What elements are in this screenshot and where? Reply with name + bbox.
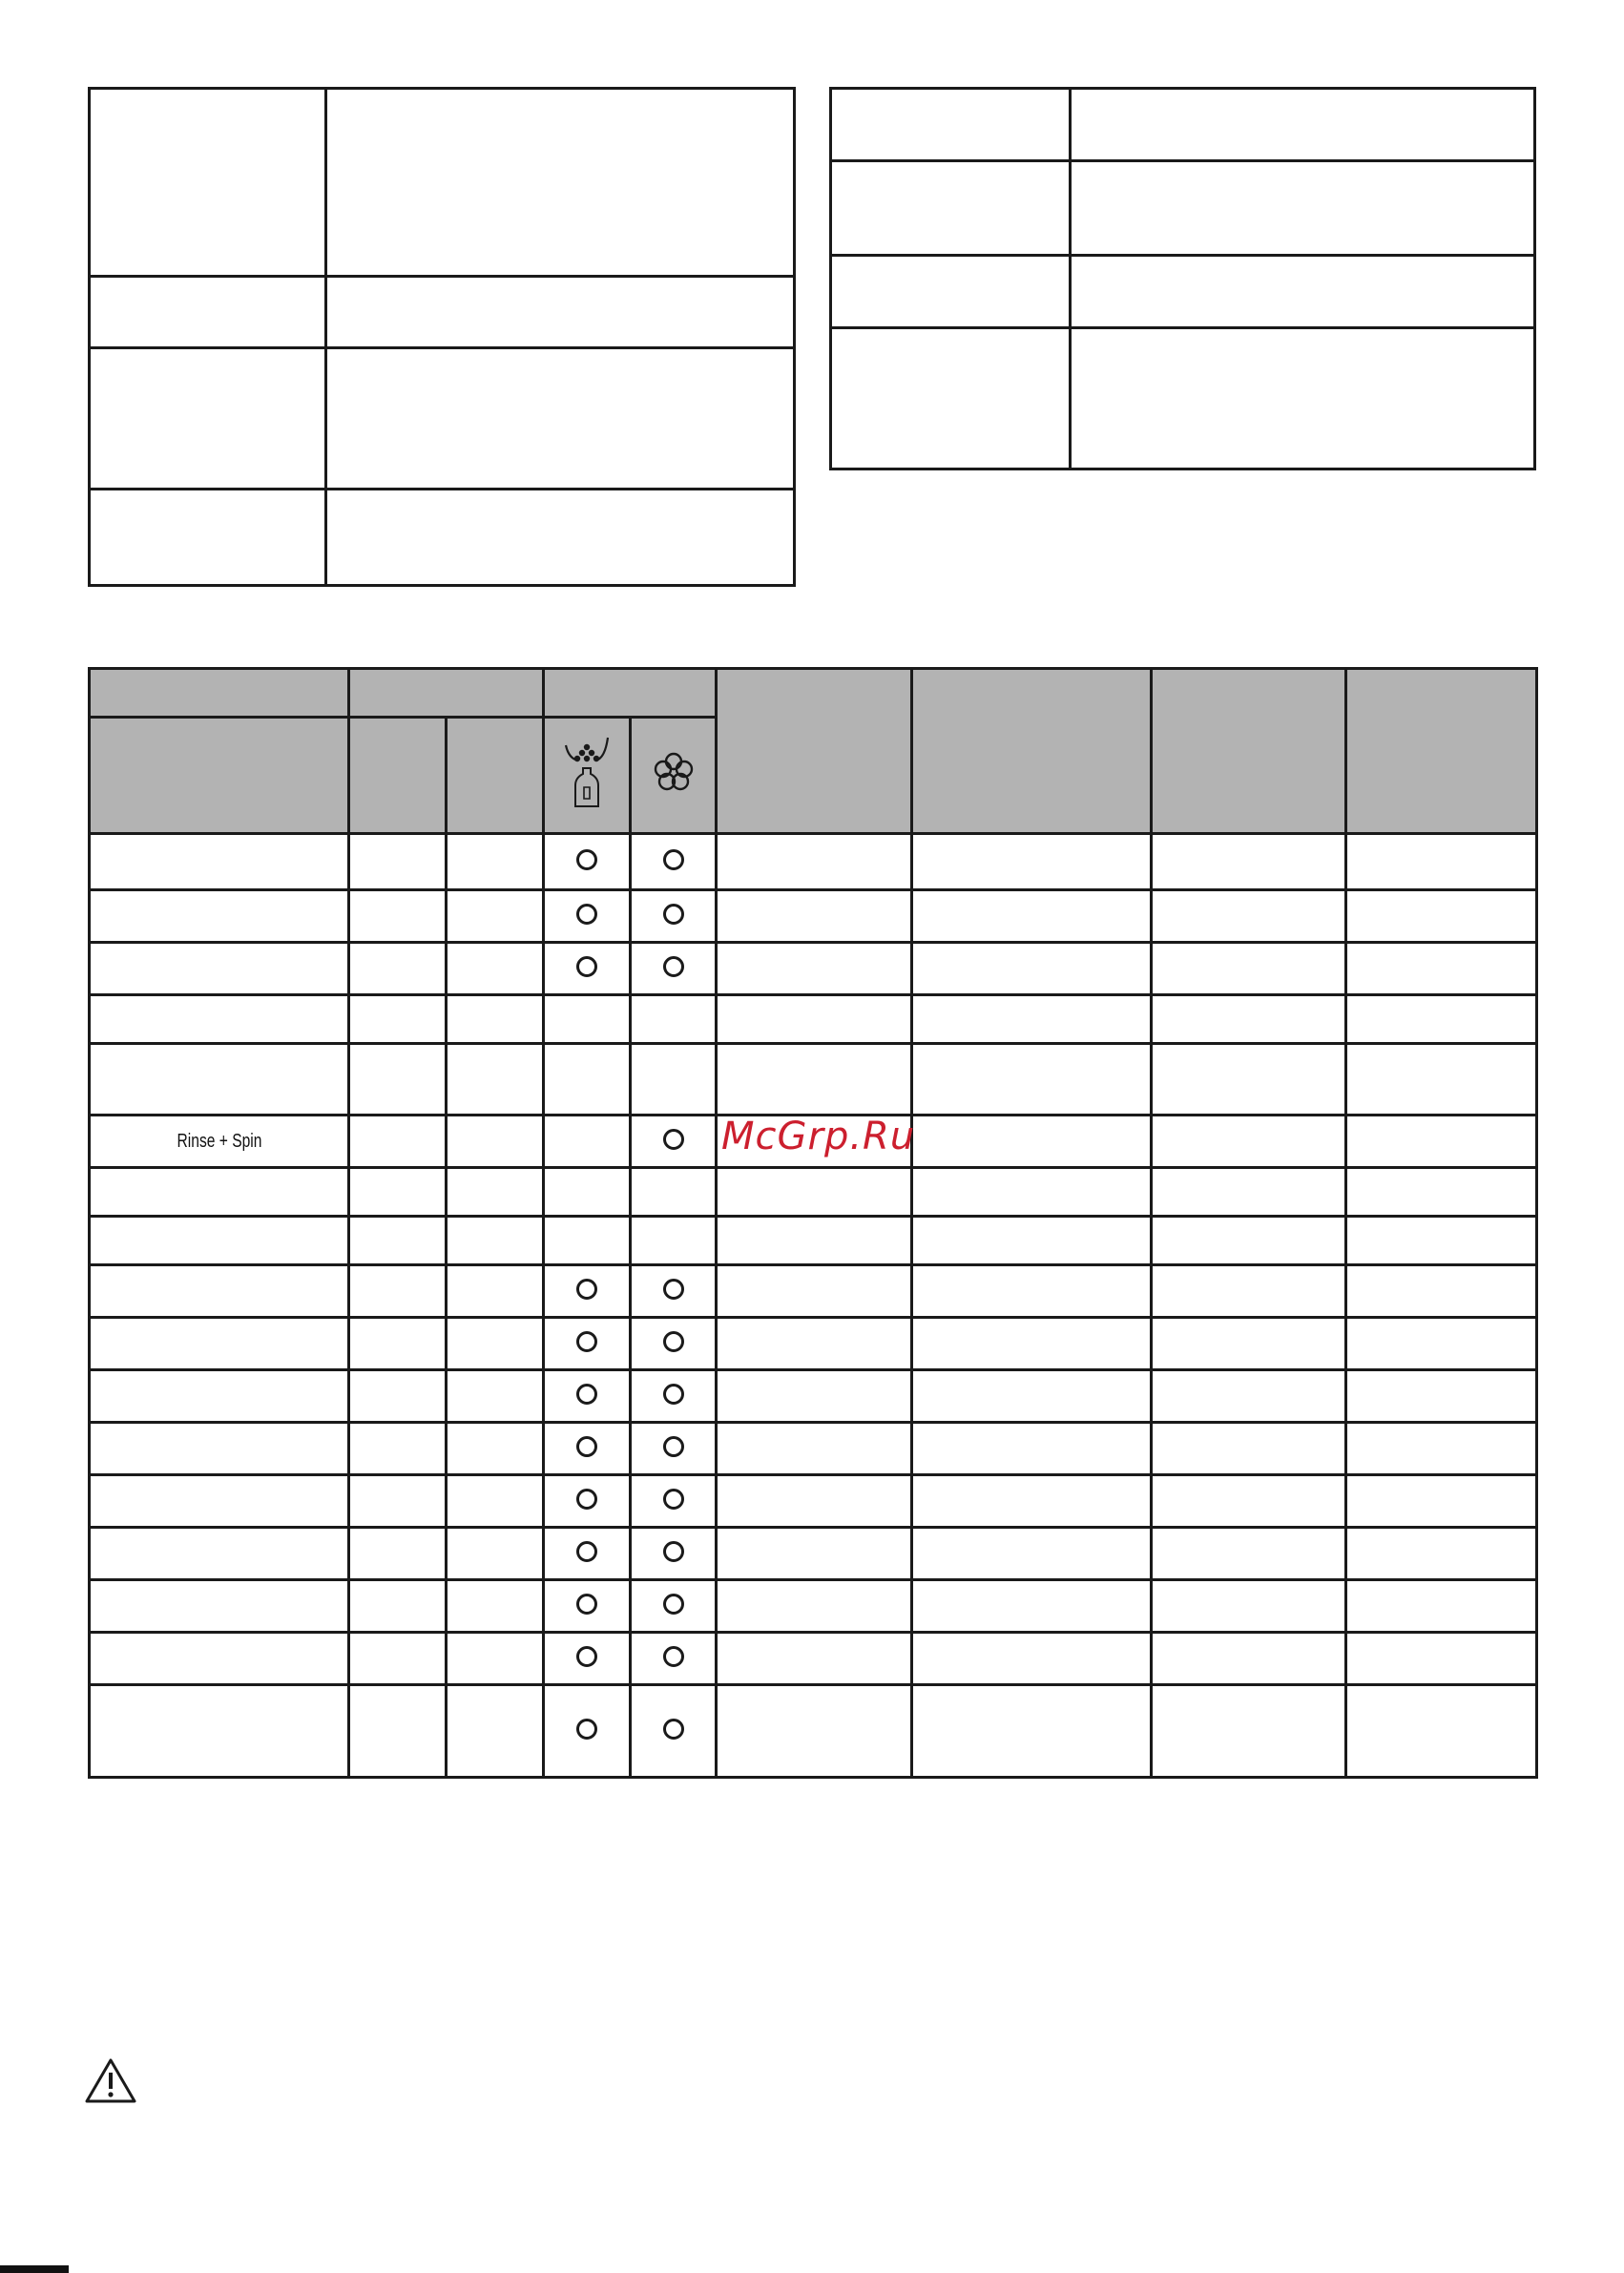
cell (349, 995, 447, 1044)
detergent-cell (544, 890, 631, 943)
table-row (90, 1423, 1537, 1475)
detergent-cell (544, 1318, 631, 1370)
detergent-indicator-icon (576, 1594, 597, 1615)
cell (1346, 1318, 1537, 1370)
cell (912, 1217, 1152, 1265)
cell (349, 1168, 447, 1217)
cell (1071, 256, 1535, 328)
cell (90, 490, 326, 586)
cell (326, 490, 795, 586)
detergent-cell (544, 834, 631, 890)
cell (326, 348, 795, 490)
detergent-indicator-icon (576, 1719, 597, 1740)
detergent-cell (544, 995, 631, 1044)
cell (717, 1633, 912, 1685)
cell (447, 1217, 544, 1265)
cell (1152, 890, 1346, 943)
program-name-cell (90, 1265, 349, 1318)
table-row (90, 995, 1537, 1044)
cell (717, 1217, 912, 1265)
cell (1152, 1580, 1346, 1633)
cell (831, 161, 1071, 256)
cell (1152, 1528, 1346, 1580)
cell (717, 1475, 912, 1528)
cell (1071, 328, 1535, 469)
cell (1346, 1265, 1537, 1318)
cell (912, 1580, 1152, 1633)
cell (1346, 1580, 1537, 1633)
detergent-indicator-icon (576, 1331, 597, 1352)
detergent-header (544, 718, 631, 834)
cell (717, 834, 912, 890)
cell (831, 328, 1071, 469)
table-row (90, 943, 1537, 995)
detergent-indicator-icon (576, 1541, 597, 1562)
cell (349, 1633, 447, 1685)
cell (90, 89, 326, 277)
softener-cell (631, 1685, 717, 1778)
cell (1152, 1116, 1346, 1168)
softener-indicator-icon (663, 849, 684, 870)
softener-indicator-icon (663, 1129, 684, 1150)
cell (1346, 1168, 1537, 1217)
cell (717, 1044, 912, 1116)
cell (912, 1265, 1152, 1318)
cell (717, 1685, 912, 1778)
cell (912, 1318, 1152, 1370)
detergent-cell (544, 1528, 631, 1580)
cell (1346, 1633, 1537, 1685)
cell (447, 1044, 544, 1116)
header-cell (717, 669, 912, 834)
header-cell (90, 718, 349, 834)
cell (1152, 1044, 1346, 1116)
cell (447, 1168, 544, 1217)
cell (447, 1265, 544, 1318)
header-cell (447, 718, 544, 834)
cell (912, 995, 1152, 1044)
softener-header (631, 718, 717, 834)
cell (912, 1423, 1152, 1475)
softener-cell (631, 1580, 717, 1633)
softener-indicator-icon (663, 1541, 684, 1562)
header-cell (349, 718, 447, 834)
cell (1346, 1528, 1537, 1580)
cell (831, 256, 1071, 328)
cell (447, 890, 544, 943)
header-cell (349, 669, 544, 718)
table-row (90, 890, 1537, 943)
cell (349, 943, 447, 995)
softener-indicator-icon (663, 1279, 684, 1300)
softener-cell (631, 1044, 717, 1116)
cell (912, 1370, 1152, 1423)
cell (1071, 89, 1535, 161)
detergent-cell (544, 1265, 631, 1318)
cell (349, 1370, 447, 1423)
detergent-cell (544, 1633, 631, 1685)
cell (717, 1168, 912, 1217)
softener-indicator-icon (663, 1436, 684, 1457)
cell (1152, 1370, 1346, 1423)
cell (349, 1685, 447, 1778)
detergent-cell (544, 1217, 631, 1265)
cell (717, 995, 912, 1044)
cell (349, 1580, 447, 1633)
table-row (90, 1580, 1537, 1633)
cell (349, 1423, 447, 1475)
cell (1346, 1116, 1537, 1168)
cell (1152, 1265, 1346, 1318)
cell (349, 1116, 447, 1168)
table-row (90, 1528, 1537, 1580)
program-name-cell (90, 1168, 349, 1217)
cell (1346, 1217, 1537, 1265)
table-row (90, 1633, 1537, 1685)
table-row (90, 1370, 1537, 1423)
table-row (90, 834, 1537, 890)
softener-cell (631, 1168, 717, 1217)
program-name-cell (90, 943, 349, 995)
cell (1346, 1370, 1537, 1423)
program-name-cell (90, 1475, 349, 1528)
cell (717, 1580, 912, 1633)
softener-cell (631, 1318, 717, 1370)
footer-bar (0, 2265, 69, 2273)
cell (1152, 943, 1346, 995)
cell (447, 1633, 544, 1685)
cell (349, 1217, 447, 1265)
warning-triangle-icon (84, 2057, 137, 2105)
program-name-cell (90, 834, 349, 890)
cell (447, 1116, 544, 1168)
softener-indicator-icon (663, 956, 684, 977)
cell (717, 1370, 912, 1423)
softener-indicator-icon (663, 1646, 684, 1667)
cell (912, 1044, 1152, 1116)
softener-indicator-icon (663, 1384, 684, 1405)
cell (447, 834, 544, 890)
softener-cell (631, 1423, 717, 1475)
program-name-cell (90, 1116, 349, 1168)
cell (447, 943, 544, 995)
cell (447, 1318, 544, 1370)
cell (912, 943, 1152, 995)
cell (447, 1475, 544, 1528)
cell (326, 89, 795, 277)
cell (1071, 161, 1535, 256)
cell (912, 1475, 1152, 1528)
cell (349, 1318, 447, 1370)
table-row (90, 1168, 1537, 1217)
softener-cell (631, 1217, 717, 1265)
detergent-indicator-icon (576, 1279, 597, 1300)
detergent-indicator-icon (576, 904, 597, 925)
detergent-cell (544, 1370, 631, 1423)
program-name-cell (90, 1580, 349, 1633)
cell (90, 277, 326, 348)
cell (447, 1423, 544, 1475)
cell (349, 1528, 447, 1580)
detergent-cell (544, 1116, 631, 1168)
cell (1346, 943, 1537, 995)
detergent-cell (544, 1044, 631, 1116)
cell (349, 834, 447, 890)
detergent-indicator-icon (576, 1384, 597, 1405)
program-name-cell (90, 1528, 349, 1580)
detergent-cell (544, 943, 631, 995)
softener-cell (631, 995, 717, 1044)
cell (1152, 1423, 1346, 1475)
cell (349, 1475, 447, 1528)
cell (90, 348, 326, 490)
program-name-cell (90, 1423, 349, 1475)
softener-indicator-icon (663, 1719, 684, 1740)
table-row (90, 1044, 1537, 1116)
cell (349, 1265, 447, 1318)
cell (447, 1370, 544, 1423)
softener-cell (631, 1370, 717, 1423)
cell (831, 89, 1071, 161)
cell (717, 943, 912, 995)
program-name-cell (90, 1217, 349, 1265)
cell (1346, 1685, 1537, 1778)
cell (326, 277, 795, 348)
table-row (90, 1475, 1537, 1528)
detergent-indicator-icon (576, 1646, 597, 1667)
cell (1346, 995, 1537, 1044)
program-table (88, 667, 1538, 1779)
cell (1346, 1475, 1537, 1528)
cell (1152, 1633, 1346, 1685)
cell (1346, 890, 1537, 943)
cell (1152, 834, 1346, 890)
table-row (90, 1318, 1537, 1370)
cell (1152, 1318, 1346, 1370)
program-name-cell (90, 890, 349, 943)
header-cell (544, 669, 717, 718)
detergent-indicator-icon (576, 956, 597, 977)
program-name-cell (90, 1633, 349, 1685)
table-row (90, 1685, 1537, 1778)
cell (912, 834, 1152, 890)
top-right-table (829, 87, 1536, 470)
softener-cell (631, 1116, 717, 1168)
table-row (90, 1217, 1537, 1265)
cell (717, 1265, 912, 1318)
header-cell (1152, 669, 1346, 834)
program-name-cell (90, 1685, 349, 1778)
detergent-indicator-icon (576, 1436, 597, 1457)
cell (912, 1685, 1152, 1778)
cell (1152, 1168, 1346, 1217)
cell (717, 1318, 912, 1370)
softener-indicator-icon (663, 904, 684, 925)
cell (1152, 1685, 1346, 1778)
top-left-table (88, 87, 796, 587)
cell (912, 1633, 1152, 1685)
softener-cell (631, 1633, 717, 1685)
cell (1152, 995, 1346, 1044)
detergent-cell (544, 1168, 631, 1217)
detergent-bottle-icon (563, 736, 611, 810)
table-row (90, 1265, 1537, 1318)
cell (349, 890, 447, 943)
softener-indicator-icon (663, 1594, 684, 1615)
program-name-cell (90, 995, 349, 1044)
cell (912, 1168, 1152, 1217)
cell (447, 1528, 544, 1580)
cell (912, 1528, 1152, 1580)
detergent-indicator-icon (576, 849, 597, 870)
cell (447, 995, 544, 1044)
program-name-cell (90, 1370, 349, 1423)
softener-cell (631, 890, 717, 943)
detergent-cell (544, 1475, 631, 1528)
softener-cell (631, 1265, 717, 1318)
header-cell (90, 669, 349, 718)
header-cell (912, 669, 1152, 834)
cell (1346, 834, 1537, 890)
detergent-indicator-icon (576, 1489, 597, 1510)
fabric-softener-flower-icon (652, 751, 696, 795)
cell (1152, 1217, 1346, 1265)
program-name-cell (90, 1318, 349, 1370)
cell (1346, 1044, 1537, 1116)
cell (447, 1685, 544, 1778)
detergent-cell (544, 1423, 631, 1475)
cell (717, 1528, 912, 1580)
softener-indicator-icon (663, 1489, 684, 1510)
watermark: McGrp.Ru (721, 1115, 916, 1158)
cell (717, 890, 912, 943)
softener-cell (631, 1528, 717, 1580)
cell (1152, 1475, 1346, 1528)
softener-cell (631, 834, 717, 890)
cell (912, 890, 1152, 943)
cell (447, 1580, 544, 1633)
softener-cell (631, 943, 717, 995)
cell (1346, 1423, 1537, 1475)
softener-cell (631, 1475, 717, 1528)
program-name: Rinse + Spin (177, 1130, 261, 1152)
header-cell (1346, 669, 1537, 834)
cell (717, 1423, 912, 1475)
program-name-cell (90, 1044, 349, 1116)
cell (349, 1044, 447, 1116)
detergent-cell (544, 1580, 631, 1633)
cell (912, 1116, 1152, 1168)
detergent-cell (544, 1685, 631, 1778)
softener-indicator-icon (663, 1331, 684, 1352)
